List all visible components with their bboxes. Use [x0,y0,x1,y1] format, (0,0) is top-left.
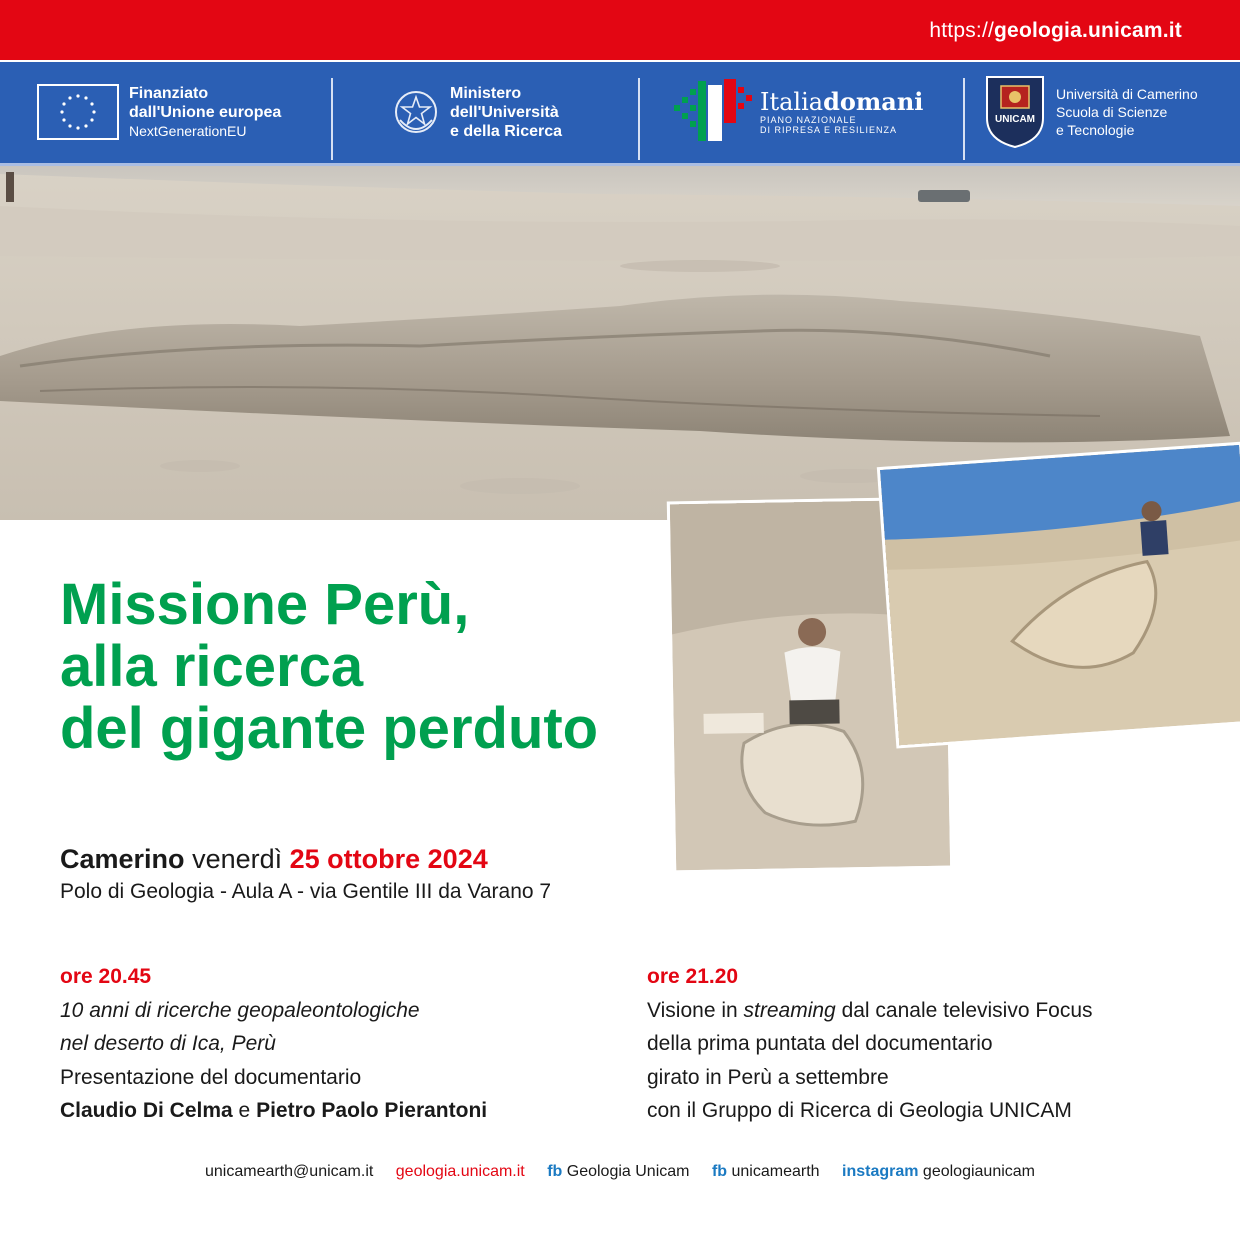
sponsor-logos-bar [0,60,1240,166]
event-address: Polo di Geologia - Aula A - via Gentile III da Varano 7 [60,880,552,903]
session2-post: dal canale televisivo Focus [841,998,1093,1022]
session1-italic1: 10 anni di ricerche geopaleontologiche [60,998,420,1022]
event-city: Camerino [60,844,185,874]
unicam-shield-icon [984,74,1046,150]
eu-line1: Finanziato [129,84,209,102]
session2-pre: Visione in [647,998,738,1022]
eu-line3: NextGenerationEU [129,122,247,139]
url-domain: geologia.unicam.it [994,19,1182,42]
facebook-icon: fb [547,1163,563,1180]
contact-footer [0,1163,1240,1181]
speaker-2: Pietro Paolo Pierantoni [256,1099,488,1122]
eu-logo [37,62,281,162]
italiadomani-logo [672,62,923,162]
unicam-line3: e Tecnologie [1056,122,1135,138]
title-line3: del gigante perduto [60,696,599,761]
mur-line1: Ministero [450,84,522,102]
session2-line4: con il Gruppo di Ricerca di Geologia UNICAM [647,1099,1072,1122]
italiadomani-brand [760,89,923,115]
brand-bold: domani [823,87,924,116]
facebook-link-2[interactable] [712,1163,820,1180]
facebook-icon: fb [711,1163,728,1180]
url-prefix: https:// [929,19,995,42]
instagram-link[interactable] [842,1163,1035,1180]
event-weekday: venerdì [192,844,283,874]
session1-time: ore 20.45 [60,965,152,988]
eu-flag-icon [37,84,119,140]
website-url[interactable] [929,19,1182,43]
session2-line1 [647,994,1093,1028]
session1-text: Presentazione del documentario [60,1065,362,1089]
facebook-handle-2: unicamearth [731,1163,820,1180]
italian-republic-emblem-icon [392,84,440,140]
event-title [60,574,598,760]
top-bar [0,0,1240,60]
speaker-conj: e [238,1099,251,1122]
speaker-1: Claudio Di Celma [60,1099,233,1122]
italiadomani-sub1: PIANO NAZIONALE [760,115,857,125]
mur-line3: e della Ricerca [450,122,563,140]
instagram-icon: instagram [842,1163,919,1180]
unicam-line2: Scuola di Scienze [1056,104,1168,120]
mur-logo [392,62,562,162]
title-line2: alla ricerca [60,634,364,699]
logo-divider [638,78,640,160]
unicam-shield-label: UNICAM [995,114,1035,125]
session2-line2: della prima puntata del documentario [647,1032,993,1055]
site-link[interactable]: geologia.unicam.it [395,1163,525,1180]
session1-italic2: nel deserto di Ica, Perù [60,1032,276,1055]
eu-line2: dall'Unione europea [129,103,282,121]
title-line1: Missione Perù, [60,572,470,637]
facebook-handle-1: Geologia Unicam [566,1163,690,1180]
unicam-line1: Università di Camerino [1056,86,1198,102]
session1-speakers [60,1094,487,1128]
brand-light: Italia [760,88,824,116]
program-second-session [647,960,1093,1128]
logo-divider [331,78,333,160]
mur-line2: dell'Università [450,103,559,121]
instagram-handle: geologiaunicam [922,1163,1035,1180]
email-link[interactable]: unicamearth@unicam.it [205,1163,374,1180]
program-first-session [60,960,487,1128]
logo-divider [963,78,965,160]
italiadomani-sub2: DI RIPRESA E RESILIENZA [760,125,898,135]
facebook-link-1[interactable] [547,1163,689,1180]
italiadomani-mark-icon [672,77,754,147]
session2-line3: girato in Perù a settembre [647,1065,889,1089]
event-date: 25 ottobre 2024 [289,844,488,874]
excavation-photo-2 [880,445,1240,745]
session2-time: ore 21.20 [647,965,739,988]
event-when [60,843,488,875]
session2-italic: streaming [743,998,836,1022]
unicam-logo [984,62,1198,162]
